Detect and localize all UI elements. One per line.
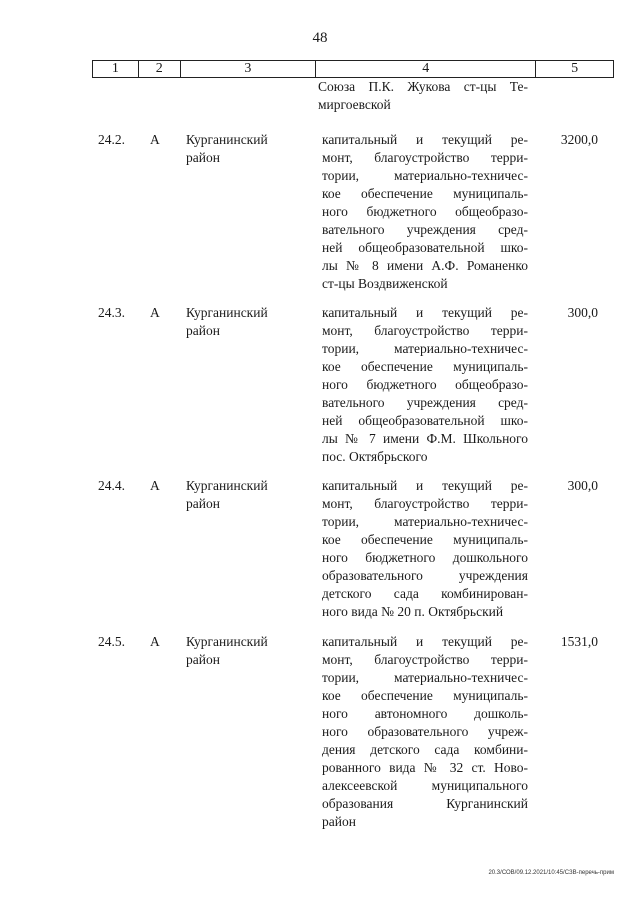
column-header-row: [92, 60, 614, 78]
row-category: А: [150, 634, 160, 649]
description-line: ст-цы Воздвиженской: [322, 276, 448, 291]
description-line: пос. Октябрьского: [322, 449, 428, 464]
description-line: ного автономного дошколь-: [322, 706, 528, 721]
description-line: тории, материально-техничес-: [322, 514, 528, 529]
row-number: 24.2.: [98, 132, 125, 147]
row-amount: 300,0: [567, 305, 598, 320]
description-line: кое обеспечение муниципаль-: [322, 688, 528, 703]
row-district: [186, 131, 296, 167]
description-line: тории, материально-техничес-: [322, 670, 528, 685]
description-line: кое обеспечение муниципаль-: [322, 532, 528, 547]
description-line: алексеевской муниципального: [322, 778, 528, 793]
description-line: дения детского сада комбини-: [322, 742, 528, 757]
description-line: рованного вида № 32 ст. Ново-: [322, 760, 528, 775]
description-line: монт, благоустройство терри-: [322, 150, 528, 165]
description-line: кое обеспечение муниципаль-: [322, 186, 528, 201]
row-number: 24.4.: [98, 478, 125, 493]
row-category: А: [150, 478, 160, 493]
continued-description: [318, 78, 528, 114]
row-district: [186, 477, 296, 513]
description-line: детского сада комбинирован-: [322, 586, 528, 601]
district-line: Курганинский: [186, 634, 268, 649]
row-description: [322, 633, 528, 831]
column-header-4: 4: [316, 61, 536, 77]
description-line: лы № 7 имени Ф.М. Школьного: [322, 431, 528, 446]
district-line: Курганинский: [186, 305, 268, 320]
description-line: капитальный и текущий ре-: [322, 634, 528, 649]
district-line: Курганинский: [186, 478, 268, 493]
column-header-5: 5: [571, 61, 579, 76]
description-line: образовательного учреждения: [322, 568, 528, 583]
row-description: [322, 304, 528, 466]
description-line: вательного учреждения сред-: [322, 395, 528, 410]
description-line: ного бюджетного общеобразо-: [322, 377, 528, 392]
row-amount: 300,0: [567, 478, 598, 493]
description-line: тории, материально-техничес-: [322, 168, 528, 183]
description-line: капитальный и текущий ре-: [322, 132, 528, 147]
description-line: монт, благоустройство терри-: [322, 652, 528, 667]
description-line: капитальный и текущий ре-: [322, 305, 528, 320]
column-header-2: 2: [139, 61, 181, 77]
continued-description-line: миргоевской: [318, 97, 391, 112]
description-line: ного вида № 20 п. Октябрьский: [322, 604, 504, 619]
row-amount: 1531,0: [560, 634, 598, 649]
row-description: [322, 477, 528, 621]
row-district: [186, 633, 296, 669]
description-line: монт, благоустройство терри-: [322, 323, 528, 338]
description-line: ного бюджетного общеобразо-: [322, 204, 528, 219]
district-line: район: [186, 150, 220, 165]
district-line: район: [186, 323, 220, 338]
district-line: район: [186, 496, 220, 511]
description-line: ней общеобразовательной шко-: [322, 413, 528, 428]
description-line: монт, благоустройство терри-: [322, 496, 528, 511]
description-line: вательного учреждения сред-: [322, 222, 528, 237]
description-line: лы № 8 имени А.Ф. Романенко: [322, 258, 528, 273]
continued-description-line: Союза П.К. Жукова ст-цы Те-: [318, 79, 528, 94]
description-line: капитальный и текущий ре-: [322, 478, 528, 493]
description-line: район: [322, 814, 356, 829]
row-district: [186, 304, 296, 340]
document-footer-code: 20.3/СОВ/09.12.2021/10:45/СЗВ-перечь-прим: [488, 870, 614, 876]
column-header-1: 1: [93, 61, 139, 77]
district-line: район: [186, 652, 220, 667]
description-line: ней общеобразовательной шко-: [322, 240, 528, 255]
row-number: 24.3.: [98, 305, 125, 320]
row-description: [322, 131, 528, 293]
column-header-3: 3: [181, 61, 316, 77]
row-number: 24.5.: [98, 634, 125, 649]
description-line: образования Курганинский: [322, 796, 528, 811]
row-category: А: [150, 132, 160, 147]
district-line: Курганинский: [186, 132, 268, 147]
row-amount: 3200,0: [560, 132, 598, 147]
row-category: А: [150, 305, 160, 320]
description-line: тории, материально-техничес-: [322, 341, 528, 356]
description-line: ного бюджетного дошкольного: [322, 550, 528, 565]
page-number: 48: [312, 30, 328, 46]
description-line: кое обеспечение муниципаль-: [322, 359, 528, 374]
description-line: ного образовательного учреж-: [322, 724, 528, 739]
